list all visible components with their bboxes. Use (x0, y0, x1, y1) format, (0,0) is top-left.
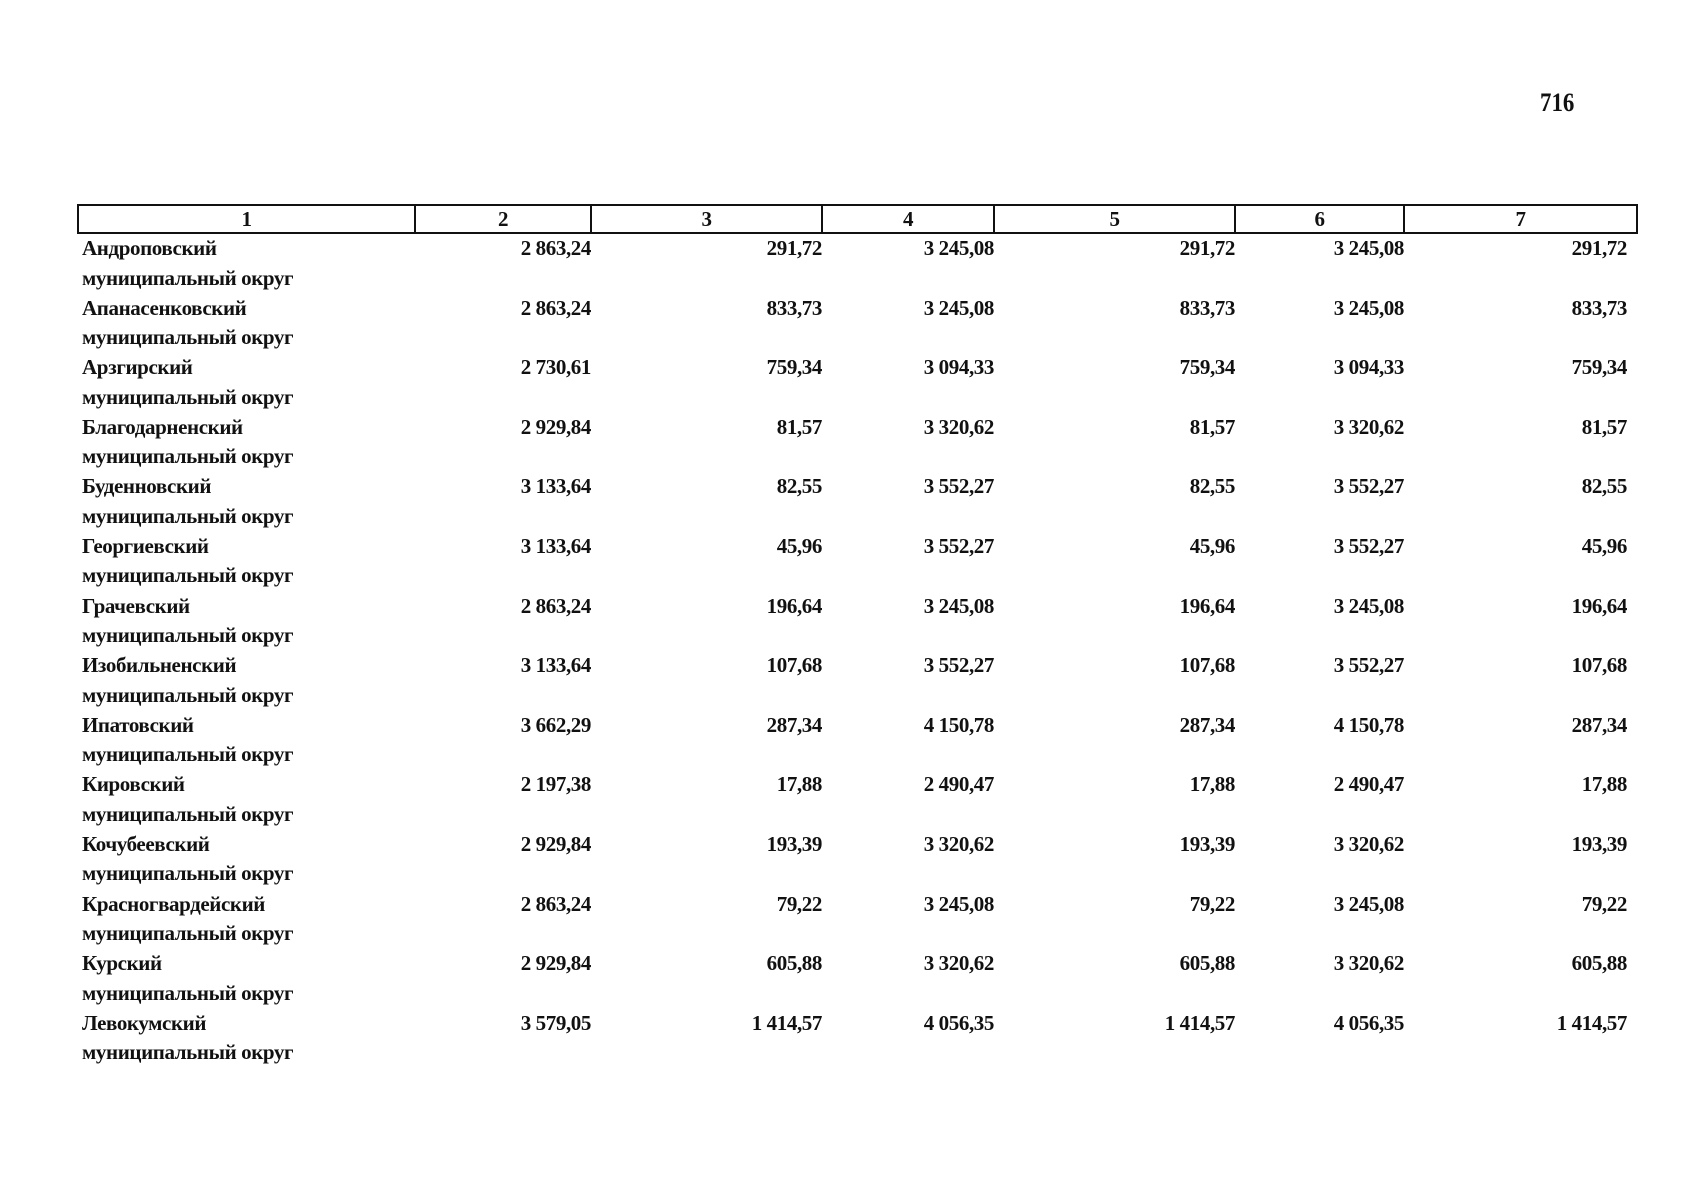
value-cell-col3: 291,72 (766, 236, 822, 260)
value-cell-col4: 4 150,78 (923, 712, 994, 737)
value-cell-col4: 3 552,27 (923, 653, 994, 678)
district-name-cell (78, 472, 415, 532)
column-header: 4 (822, 205, 994, 233)
district-name-cell (78, 233, 415, 294)
table-row (78, 1009, 1637, 1069)
value-cell-col7: 107,68 (1571, 653, 1627, 678)
value-cell-col6: 3 245,08 (1333, 891, 1404, 916)
column-header: 1 (78, 205, 415, 233)
value-cell-col6: 3 245,08 (1333, 295, 1404, 320)
value-cell-col7: 45,96 (1581, 533, 1627, 558)
value-cell-col5: 81,57 (1189, 414, 1235, 439)
value-cell-col2: 2 929,84 (520, 414, 591, 439)
district-name: Ипатовский (82, 712, 194, 737)
district-name: Курский (82, 951, 162, 976)
value-cell-col4: 3 245,08 (923, 295, 994, 320)
column-header: 3 (591, 205, 822, 233)
value-cell-col3: 833,73 (766, 295, 822, 320)
value-cell-col5: 287,34 (1179, 712, 1235, 737)
value-cell-col4: 4 056,35 (923, 1010, 994, 1035)
column-header: 5 (994, 205, 1235, 233)
value-cell-col2: 3 133,64 (520, 474, 591, 499)
value-cell-col3: 45,96 (776, 533, 822, 558)
table-row (78, 651, 1637, 711)
value-cell-col5: 833,73 (1179, 295, 1235, 320)
value-cell-col3: 79,22 (776, 891, 822, 916)
value-cell-col6: 3 245,08 (1333, 593, 1404, 618)
value-cell-col5: 193,39 (1179, 831, 1235, 856)
table-row (78, 949, 1637, 1009)
value-cell-col6: 3 552,27 (1333, 653, 1404, 678)
table-row (78, 770, 1637, 830)
district-name-cell (78, 890, 415, 950)
district-name: Буденновский (82, 474, 212, 499)
district-name: Красногвардейский (82, 891, 265, 916)
district-type: муниципальный округ (82, 444, 294, 469)
value-cell-col4: 3 552,27 (923, 474, 994, 499)
table-row (78, 472, 1637, 532)
district-type: муниципальный округ (82, 921, 294, 946)
value-cell-col4: 3 094,33 (923, 355, 994, 380)
district-type: муниципальный округ (82, 742, 294, 767)
value-cell-col3: 107,68 (766, 653, 822, 678)
district-name-cell (78, 830, 415, 890)
value-cell-col3: 81,57 (776, 414, 822, 439)
district-name: Кировский (82, 772, 185, 797)
value-cell-col6: 4 150,78 (1333, 712, 1404, 737)
value-cell-col3: 1 414,57 (751, 1010, 822, 1035)
table-row (78, 711, 1637, 771)
value-cell-col3: 605,88 (766, 951, 822, 976)
value-cell-col2: 2 197,38 (520, 772, 591, 797)
value-cell-col6: 2 490,47 (1333, 772, 1404, 797)
district-type: муниципальный округ (82, 265, 294, 290)
district-type: муниципальный округ (82, 861, 294, 886)
value-cell-col6: 3 552,27 (1333, 474, 1404, 499)
value-cell-col2: 2 863,24 (520, 295, 591, 320)
value-cell-col3: 82,55 (776, 474, 822, 499)
value-cell-col4: 3 245,08 (923, 891, 994, 916)
value-cell-col7: 287,34 (1571, 712, 1627, 737)
value-cell-col6: 3 320,62 (1333, 951, 1404, 976)
value-cell-col4: 3 245,08 (923, 593, 994, 618)
district-name-cell (78, 532, 415, 592)
table-row (78, 890, 1637, 950)
value-cell-col6: 3 320,62 (1333, 831, 1404, 856)
value-cell-col4: 3 245,08 (923, 236, 994, 260)
district-name: Изобильненский (82, 653, 237, 678)
column-header: 6 (1235, 205, 1404, 233)
value-cell-col7: 759,34 (1571, 355, 1627, 380)
value-cell-col2: 2 929,84 (520, 951, 591, 976)
district-type: муниципальный округ (82, 325, 294, 350)
table-row (78, 592, 1637, 652)
district-type: муниципальный округ (82, 503, 294, 528)
value-cell-col5: 79,22 (1189, 891, 1235, 916)
value-cell-col4: 2 490,47 (923, 772, 994, 797)
value-cell-col5: 605,88 (1179, 951, 1235, 976)
table-row (78, 233, 1637, 294)
value-cell-col5: 17,88 (1189, 772, 1235, 797)
value-cell-col4: 3 320,62 (923, 414, 994, 439)
district-name: Левокумский (82, 1010, 207, 1035)
value-cell-col7: 82,55 (1581, 474, 1627, 499)
page-number: 716 (1540, 88, 1575, 117)
column-header: 7 (1404, 205, 1637, 233)
value-cell-col7: 291,72 (1571, 236, 1627, 260)
district-type: муниципальный округ (82, 384, 294, 409)
district-type: муниципальный округ (82, 563, 294, 588)
district-name-cell (78, 413, 415, 473)
value-cell-col2: 2 863,24 (520, 236, 591, 260)
district-name-cell (78, 592, 415, 652)
district-name: Георгиевский (82, 533, 209, 558)
value-cell-col5: 82,55 (1189, 474, 1235, 499)
district-type: муниципальный округ (82, 980, 294, 1005)
district-name-cell (78, 353, 415, 413)
value-cell-col7: 1 414,57 (1556, 1010, 1627, 1035)
value-cell-col3: 193,39 (766, 831, 822, 856)
district-name: Грачевский (82, 593, 190, 618)
value-cell-col5: 1 414,57 (1164, 1010, 1235, 1035)
table-row (78, 532, 1637, 592)
column-header: 2 (415, 205, 591, 233)
value-cell-col7: 81,57 (1581, 414, 1627, 439)
value-cell-col7: 833,73 (1571, 295, 1627, 320)
value-cell-col7: 605,88 (1571, 951, 1627, 976)
value-cell-col2: 2 863,24 (520, 593, 591, 618)
value-cell-col6: 3 552,27 (1333, 533, 1404, 558)
value-cell-col2: 2 863,24 (520, 891, 591, 916)
table-row (78, 830, 1637, 890)
value-cell-col4: 3 320,62 (923, 831, 994, 856)
value-cell-col3: 287,34 (766, 712, 822, 737)
value-cell-col6: 3 320,62 (1333, 414, 1404, 439)
value-cell-col7: 17,88 (1581, 772, 1627, 797)
value-cell-col2: 3 662,29 (520, 712, 591, 737)
value-cell-col2: 2 929,84 (520, 831, 591, 856)
value-cell-col7: 79,22 (1581, 891, 1627, 916)
district-name: Кочубеевский (82, 831, 210, 856)
data-table (77, 204, 1638, 1068)
district-type: муниципальный округ (82, 682, 294, 707)
value-cell-col5: 45,96 (1189, 533, 1235, 558)
table-row (78, 353, 1637, 413)
value-cell-col4: 3 320,62 (923, 951, 994, 976)
value-cell-col7: 193,39 (1571, 831, 1627, 856)
district-name: Арзгирский (82, 355, 193, 380)
value-cell-col5: 759,34 (1179, 355, 1235, 380)
value-cell-col3: 17,88 (776, 772, 822, 797)
district-name-cell (78, 770, 415, 830)
district-name: Апанасенковский (82, 295, 247, 320)
value-cell-col2: 2 730,61 (520, 355, 591, 380)
value-cell-col3: 759,34 (766, 355, 822, 380)
district-name-cell (78, 949, 415, 1009)
value-cell-col7: 196,64 (1571, 593, 1627, 618)
district-type: муниципальный округ (82, 1040, 294, 1065)
value-cell-col2: 3 133,64 (520, 533, 591, 558)
district-name-cell (78, 711, 415, 771)
value-cell-col5: 291,72 (1179, 236, 1235, 260)
district-name-cell (78, 1009, 415, 1069)
value-cell-col6: 4 056,35 (1333, 1010, 1404, 1035)
value-cell-col2: 3 133,64 (520, 653, 591, 678)
value-cell-col6: 3 245,08 (1333, 236, 1404, 260)
district-name: Благодарненский (82, 414, 243, 439)
district-name-cell (78, 294, 415, 354)
district-type: муниципальный округ (82, 801, 294, 826)
value-cell-col4: 3 552,27 (923, 533, 994, 558)
district-name: Андроповский (82, 236, 217, 260)
table-header-row (78, 205, 1637, 233)
value-cell-col5: 196,64 (1179, 593, 1235, 618)
district-type: муниципальный округ (82, 623, 294, 648)
value-cell-col5: 107,68 (1179, 653, 1235, 678)
district-name-cell (78, 651, 415, 711)
table-row (78, 413, 1637, 473)
value-cell-col2: 3 579,05 (520, 1010, 591, 1035)
table-row (78, 294, 1637, 354)
value-cell-col6: 3 094,33 (1333, 355, 1404, 380)
value-cell-col3: 196,64 (766, 593, 822, 618)
